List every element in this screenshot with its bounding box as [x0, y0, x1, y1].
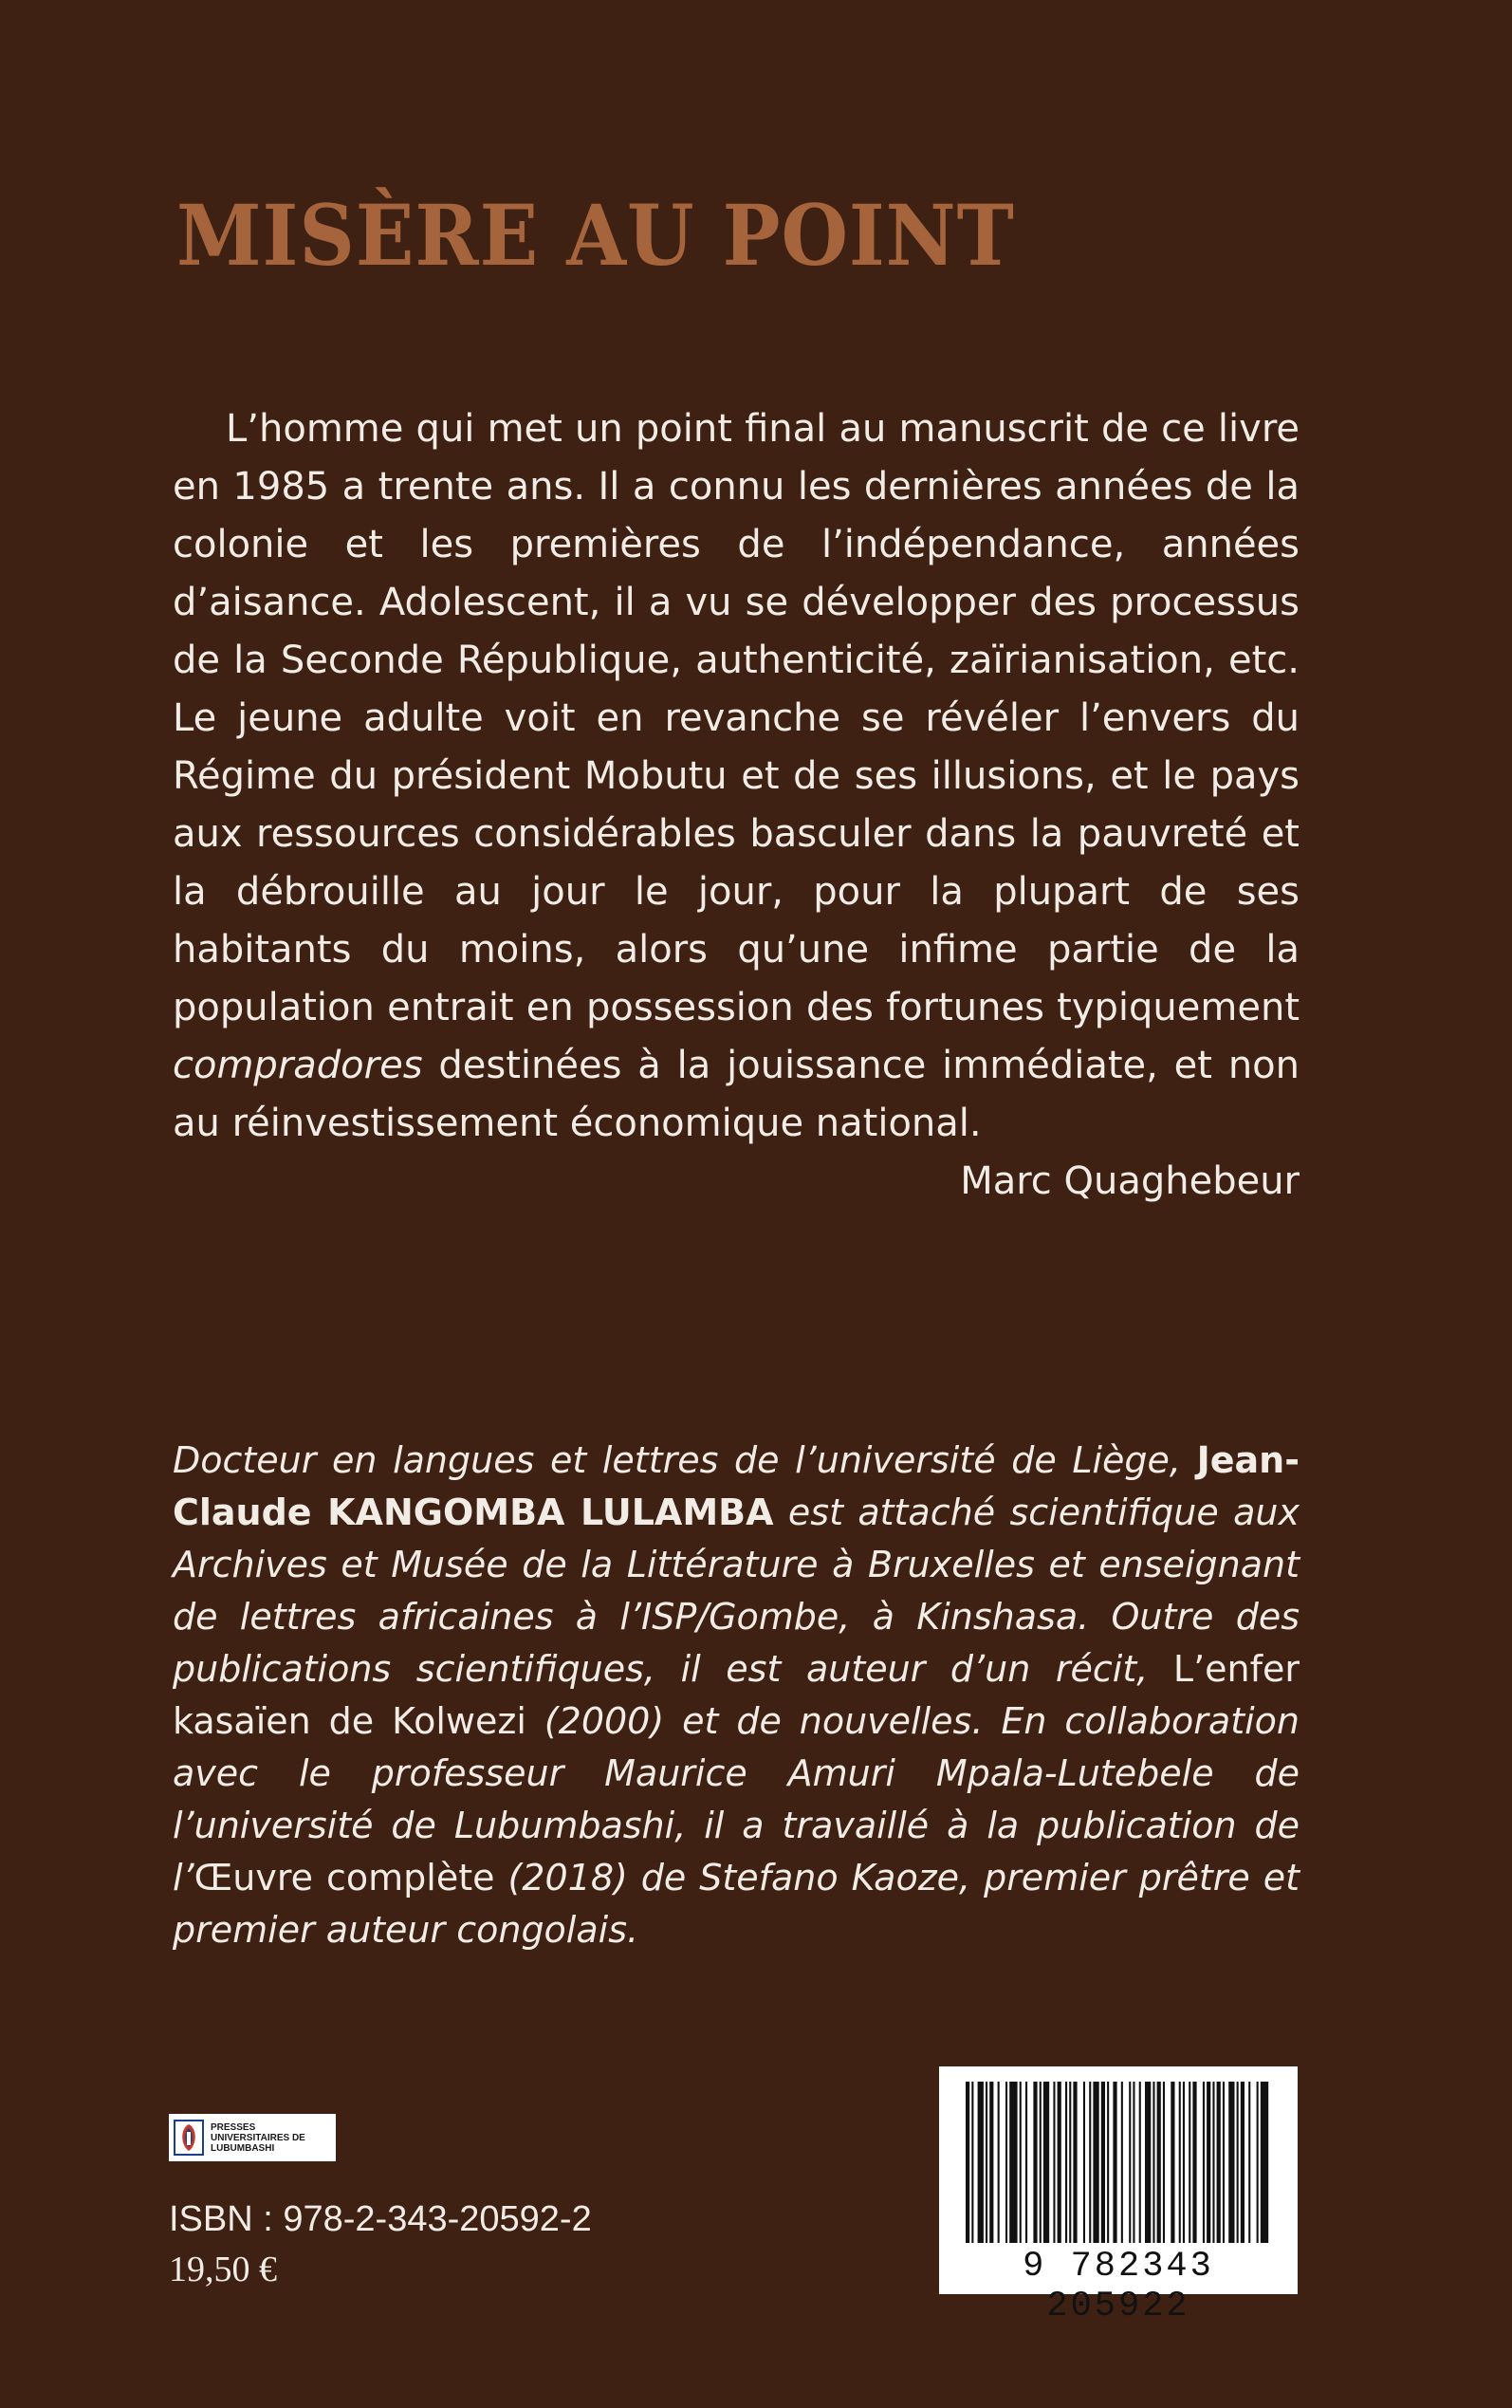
barcode-digits: 9 782343 205922: [1023, 2247, 1214, 2326]
summary-paragraph: [173, 400, 1300, 1153]
summary-signature: Marc Quaghebeur: [960, 1159, 1300, 1203]
publisher-logo: [169, 2114, 336, 2161]
publisher-name-line-3: LUBUMBASHI: [211, 2142, 275, 2154]
book-title-1: L’enfer kasaïen de Kolwezi: [173, 1648, 1300, 1742]
bio-text-3: (2018) de Stefano Kaoze, premier prêtre et premier auteur congolais.: [173, 1857, 1300, 1951]
isbn: ISBN : 978-2-343-20592-2: [169, 2199, 592, 2239]
summary-emphasis: compradores: [173, 1044, 423, 1087]
author-bio: [173, 1435, 1300, 1956]
bio-intro: Docteur en langues et lettres de l’université de Liège,: [173, 1439, 1197, 1481]
publisher-name-line-1: PRESSES: [211, 2121, 256, 2133]
bio-text-2: (2000) et de nouvelles. En collaboration avec le professeur Maurice Amuri Mpala-Lutebele de l’université de Lubumbashi, il a travaillé à la publication de l’: [173, 1700, 1300, 1899]
author-name: Jean-Claude KANGOMBA LULAMBA: [173, 1439, 1300, 1533]
barcode-icon: [960, 2082, 1277, 2243]
book-title: MISÈRE AU POINT: [176, 186, 1015, 285]
university-emblem-icon: [173, 2119, 205, 2157]
summary-text-2: destinées à la jouissance immédiate, et non au réinvestissement économique national.: [173, 1044, 1300, 1145]
barcode: [939, 2066, 1298, 2326]
price: 19,50 €: [169, 2250, 277, 2289]
publisher-name-line-2: UNIVERSITAIRES DE: [211, 2132, 305, 2143]
book-title-2: Œuvre complète: [194, 1857, 495, 1899]
summary-text-1: L’homme qui met un point final au manuscrit de ce livre en 1985 a trente ans. Il a connu les dernières années de la colonie et les premières de l’indépendance, années d’aisance. Adolescent, il a vu se développer des processus de la Seconde République, authenticité, zaïrianisation, etc. Le jeune adulte voit en revanche se révéler l’envers du Régime du président Mobutu et de ses illusions, et le pays aux ressources considérables basculer dans la pauvreté et la débrouille au jour le jour, pour la plupart de ses habitants du moins, alors qu’une infime partie de la population entrait en possession des fortunes typiquement: [173, 407, 1300, 1029]
bio-text-1: est attaché scientifique aux Archives et Musée de la Littérature à Bruxelles et enseignant de lettres africaines à l’ISP/Gombe, à Kinshasa. Outre des publications scientifiques, il est auteur d’un récit,: [173, 1491, 1300, 1690]
